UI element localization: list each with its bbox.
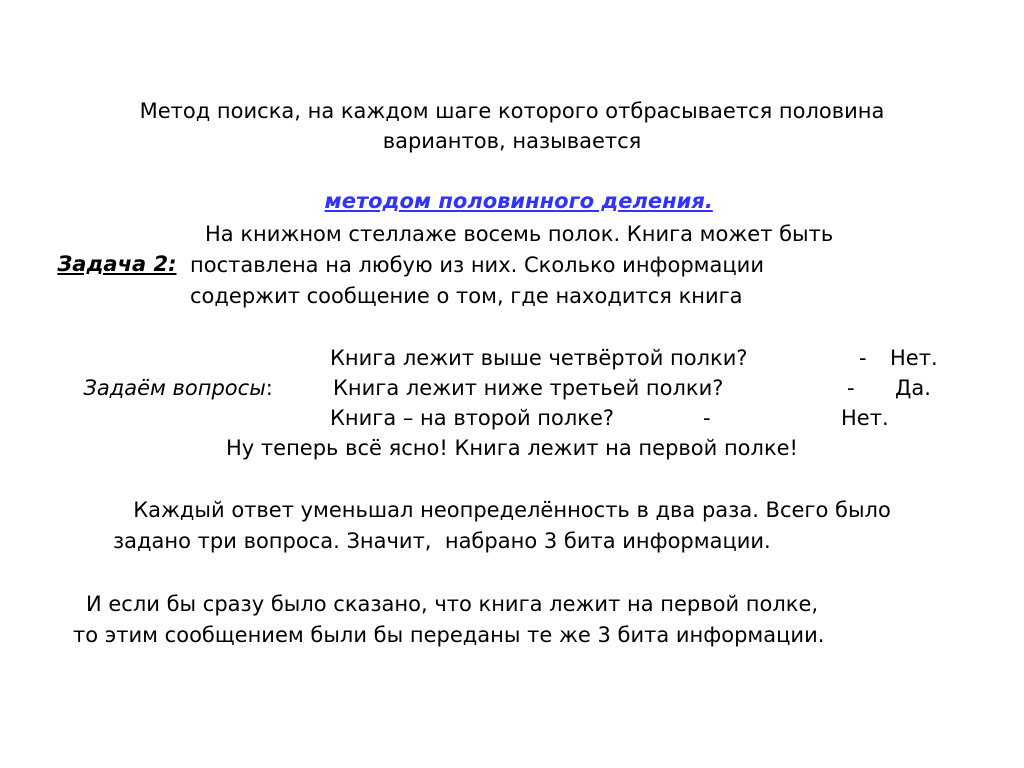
question-3: Книга – на второй полке? [330, 406, 615, 430]
answer-2-dash: - [847, 376, 855, 400]
explanation-line-2: задано три вопроса. Значит, набрано 3 бита информации. [113, 529, 771, 553]
intro-term-row [0, 156, 1024, 216]
questions-label-colon: : [265, 376, 273, 400]
answer-1-dash: - [859, 346, 867, 370]
task-label [44, 219, 177, 279]
answer-1: Нет. [890, 346, 938, 370]
task-line-2: поставлена на любую из них. Сколько информации [190, 253, 764, 277]
questions-label [70, 343, 273, 403]
explanation-line-1: Каждый ответ уменьшал неопределённость в два раза. Всего было [133, 498, 891, 522]
answer-3: Нет. [841, 406, 889, 430]
task-label-text: Задача 2: [57, 252, 177, 276]
question-1: Книга лежит выше четвёртой полки? [330, 346, 748, 370]
questions-label-text: Задаём вопросы [83, 376, 266, 400]
half-division-term: методом половинного деления. [324, 189, 713, 213]
conclusion: Ну теперь всё ясно! Книга лежит на первой полке! [226, 436, 798, 460]
intro-line-1: Метод поиска, на каждом шаге которого отбрасывается половина [139, 99, 885, 123]
final-line-1: И если бы сразу было сказано, что книга лежит на первой полке, [86, 592, 819, 616]
answer-2: Да. [895, 376, 931, 400]
final-line-2: то этим сообщением были бы переданы те же 3 бита информации. [73, 623, 825, 647]
question-2: Книга лежит ниже третьей полки? [333, 376, 724, 400]
answer-3-dash: - [703, 406, 711, 430]
intro-line-2: вариантов, называется [382, 129, 642, 153]
task-line-1: На книжном стеллаже восемь полок. Книга может быть [205, 222, 834, 246]
task-line-3: содержит сообщение о том, где находится книга [190, 284, 743, 308]
